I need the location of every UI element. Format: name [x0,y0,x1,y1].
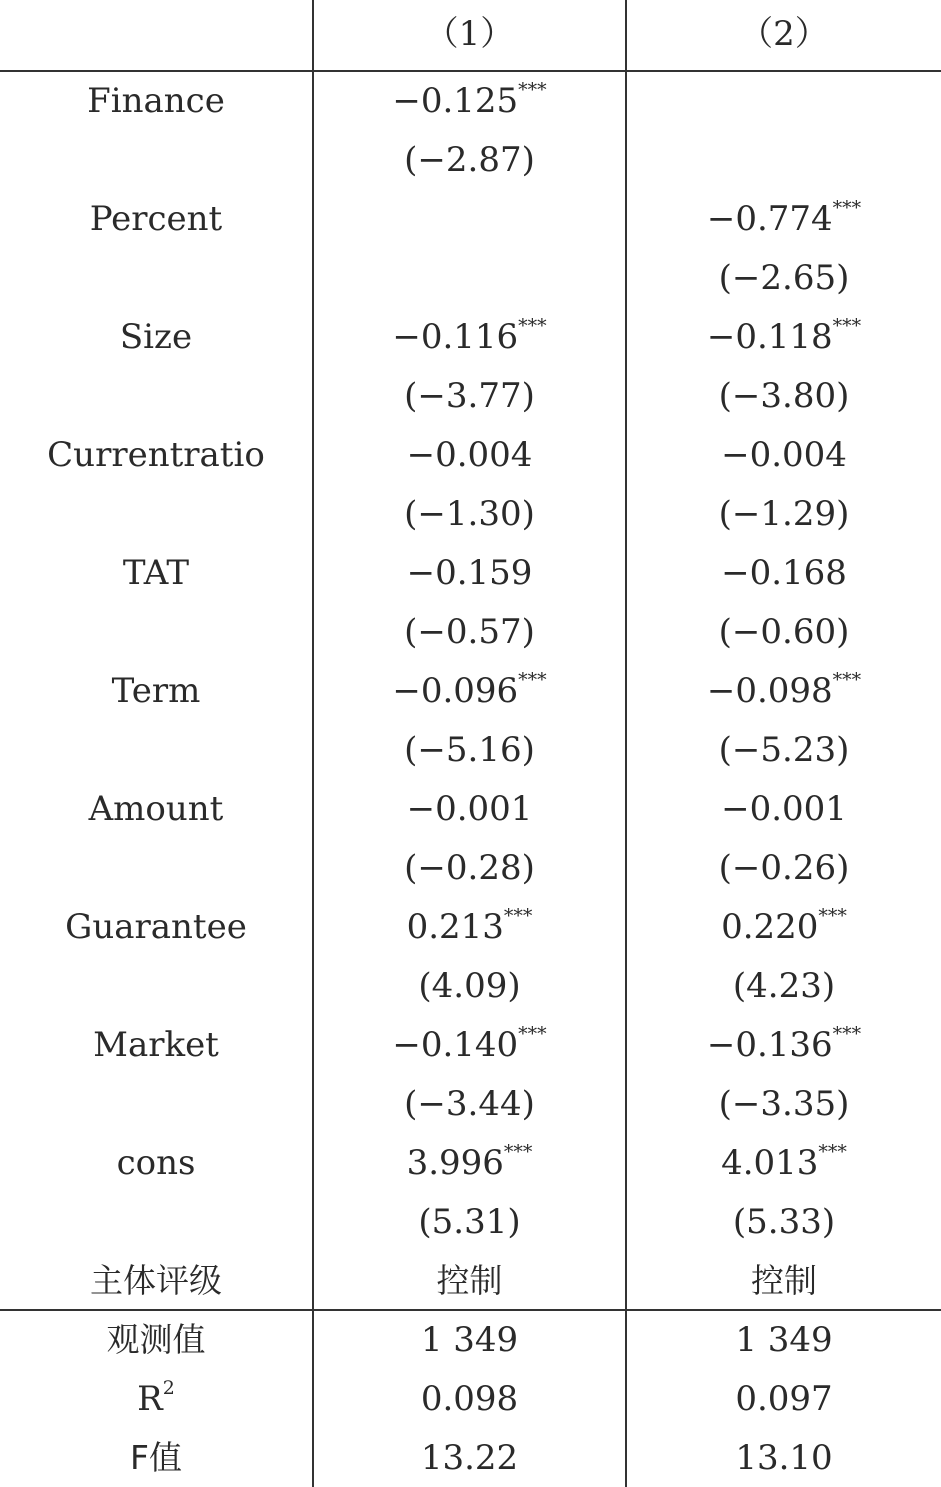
coefficient-value: −0.001 [721,789,847,829]
coefficient-cell [314,1134,625,1192]
t-statistic-cell: (−0.60) [718,612,850,652]
coefficient-cell [627,308,941,366]
variable-label: Finance [87,81,225,121]
t-statistic-cell: (−5.23) [718,730,850,770]
variable-label: Size [119,317,193,357]
t-statistic-cell: (4.23) [732,966,836,1006]
coefficient-cell [314,898,625,956]
f-value-label: F值 [130,1438,182,1477]
coefficient-cell [314,544,625,602]
variable-label: Currentratio [47,435,265,475]
t-statistic-cell: (−3.77) [404,376,535,416]
significance-stars: *** [518,1022,547,1045]
observations-label: 观测值 [106,1320,206,1359]
r-squared-col2: 0.097 [735,1379,833,1419]
r-squared-superscript: 2 [162,1376,175,1399]
observations-col1: 1 349 [420,1320,519,1360]
coefficient-value: 0.220 [721,907,819,947]
variable-label: Percent [89,199,223,239]
t-statistic-cell: (−1.29) [718,494,850,534]
t-statistic-cell: (−5.16) [404,730,535,770]
r-squared-symbol: R [137,1379,163,1419]
t-statistic-cell: (−0.26) [718,848,850,888]
significance-stars: *** [832,196,862,219]
coefficient-value: −0.116 [392,317,519,357]
rating-label: 主体评级 [90,1261,222,1300]
coefficient-value: −0.168 [721,553,847,593]
coefficient-value: −0.118 [706,317,833,357]
t-statistic-cell [627,131,941,189]
t-statistic-cell: (−0.57) [404,612,535,652]
t-statistic-cell: (−2.65) [718,258,850,298]
coefficient-cell [627,190,941,248]
t-statistic-cell: (−3.44) [404,1084,535,1124]
t-statistic-cell [314,249,625,307]
variable-label: cons [116,1143,196,1183]
coefficient-cell [314,780,625,838]
significance-stars: *** [518,314,547,337]
significance-stars: *** [503,904,533,927]
coefficient-value: −0.140 [392,1025,519,1065]
coefficient-value: 3.996 [406,1143,504,1183]
f-value-col2: 13.10 [735,1438,833,1478]
variable-label: Term [111,671,201,711]
f-value-col1: 13.22 [420,1438,519,1478]
coefficient-cell [627,662,941,720]
coefficient-value: −0.098 [706,671,833,711]
r-squared-label [0,1370,312,1428]
coefficient-cell [314,190,625,248]
t-statistic-cell: (−2.87) [404,140,535,180]
rating-col1: 控制 [436,1261,503,1300]
significance-stars: *** [832,314,862,337]
coefficient-value: −0.004 [721,435,847,475]
column-header-1: （1） [424,14,515,54]
rating-col2: 控制 [751,1261,817,1300]
coefficient-cell [314,1016,625,1074]
coefficient-value: −0.159 [406,553,533,593]
t-statistic-cell: (−0.28) [404,848,535,888]
coefficient-cell [314,426,625,484]
significance-stars: *** [832,1022,862,1045]
variable-label: TAT [122,553,190,593]
coefficient-value: −0.001 [406,789,533,829]
coefficient-value: −0.125 [392,81,519,121]
coefficient-value: −0.096 [392,671,519,711]
variable-label: Market [93,1025,219,1065]
t-statistic-cell: (5.33) [732,1202,836,1242]
coefficient-cell [627,1016,941,1074]
coefficient-value: −0.774 [706,199,833,239]
t-statistic-cell: (−1.30) [404,494,535,534]
t-statistic-cell: (−3.35) [718,1084,850,1124]
coefficient-cell [627,72,941,130]
coefficient-cell [314,72,625,130]
significance-stars: *** [518,78,547,101]
significance-stars: *** [503,1140,533,1163]
t-statistic-cell: (5.31) [418,1202,521,1242]
r-squared-col1: 0.098 [420,1379,519,1419]
variable-label: Guarantee [65,907,247,947]
significance-stars: *** [832,668,862,691]
coefficient-cell [627,426,941,484]
coefficient-cell [627,544,941,602]
coefficient-value: 0.213 [406,907,504,947]
coefficient-value: 4.013 [721,1143,819,1183]
t-statistic-cell: (−3.80) [718,376,850,416]
coefficient-value: −0.004 [406,435,533,475]
observations-col2: 1 349 [735,1320,833,1360]
coefficient-cell [627,1134,941,1192]
coefficient-cell [627,780,941,838]
t-statistic-cell: (4.09) [418,966,521,1006]
significance-stars: *** [518,668,547,691]
significance-stars: *** [818,904,847,927]
coefficient-cell [314,308,625,366]
significance-stars: *** [818,1140,847,1163]
coefficient-cell [627,898,941,956]
coefficient-cell [314,662,625,720]
coefficient-value: −0.136 [706,1025,833,1065]
variable-label: Amount [88,789,224,829]
column-header-2: （2） [739,14,829,54]
